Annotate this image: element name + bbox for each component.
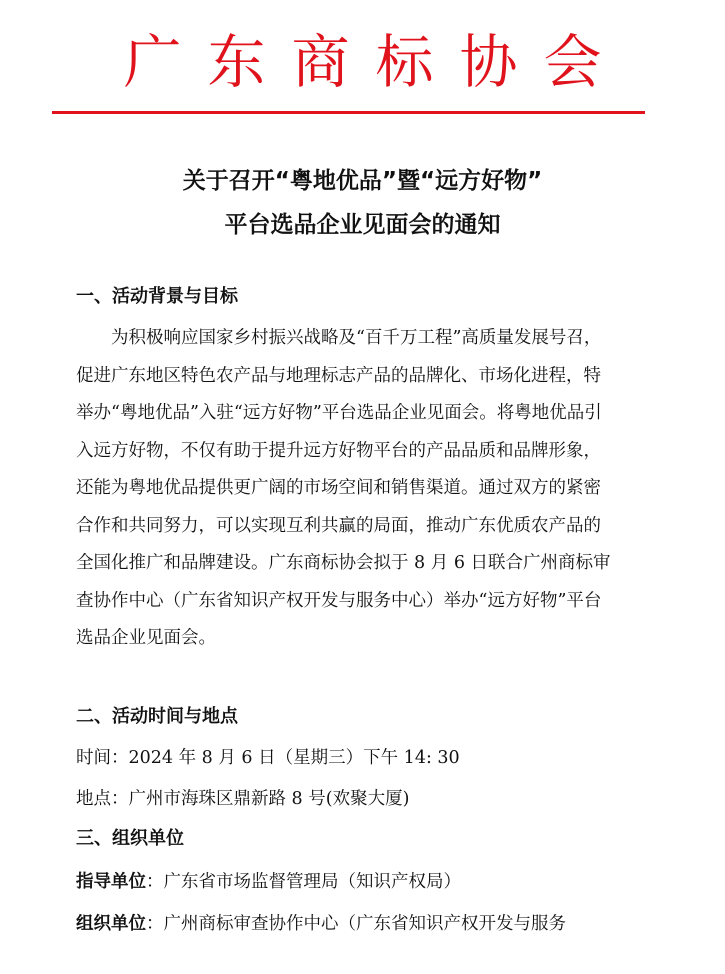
paragraph-line: 查协作中心（广东省知识产权开发与服务中心）举办“远方好物”平台	[76, 590, 602, 611]
paragraph-line: 入远方好物，不仅有助于提升远方好物平台的产品品质和品牌形象，	[76, 440, 601, 461]
paragraph-line: 促进广东地区特色农产品与地理标志产品的品牌化、市场化进程，特	[76, 365, 601, 386]
organizing-unit	[76, 911, 566, 937]
paragraph-line: 还能为粤地优品提供更广阔的市场空间和销售渠道。通过双方的紧密	[76, 478, 601, 498]
paragraph-line: 全国化推广和品牌建设。广东商标协会拟于 8 月 6 日联合广州商标审	[76, 553, 611, 573]
guiding-unit-label: 指导单位	[76, 872, 146, 892]
organization-header: 广东商标协会	[123, 28, 628, 96]
paragraph-line: 合作和共同努力，可以实现互利共赢的局面，推动广东优质农产品的	[76, 515, 601, 536]
header-divider	[52, 111, 645, 114]
paragraph-line: 举办“粤地优品”入驻“远方好物”平台选品企业见面会。将粤地优品引	[76, 403, 602, 423]
event-time: 时间：2024 年 8 月 6 日（星期三）下午 14: 30	[76, 748, 460, 768]
section-heading-organizers: 三、组织单位	[76, 828, 184, 849]
organizing-unit-label: 组织单位	[76, 914, 146, 934]
guiding-unit	[76, 869, 461, 895]
notice-title-line-1: 关于召开“粤地优品”暨“远方好物”	[182, 168, 543, 194]
paragraph-line: 为积极响应国家乡村振兴战略及“百千万工程”高质量发展号召，	[76, 328, 602, 348]
notice-title-line-2: 平台选品企业见面会的通知	[224, 212, 501, 238]
organizing-unit-value: ：广州商标审查协作中心（广东省知识产权开发与服务	[146, 914, 566, 934]
paragraph-line: 选品企业见面会。	[76, 628, 216, 648]
event-place: 地点：广州市海珠区鼎新路 8 号(欢聚大厦)	[76, 789, 410, 809]
section-heading-time-place: 二、活动时间与地点	[76, 706, 238, 727]
guiding-unit-value: ：广东省市场监督管理局（知识产权局）	[146, 872, 461, 892]
background-paragraph	[76, 320, 676, 658]
section-heading-background: 一、活动背景与目标	[76, 286, 238, 307]
